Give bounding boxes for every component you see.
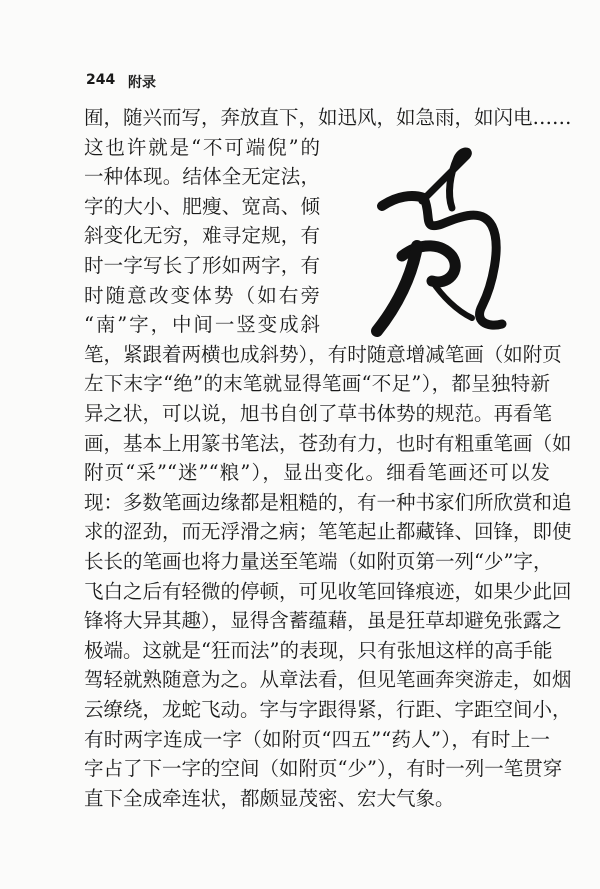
text-line: 驾轻就熟随意为之。从章法看，但见笔画奔突游走，如烟	[84, 668, 572, 692]
text-line: 笔，紧跟着两横也成斜势），有时随意增减笔画（如附页	[84, 342, 562, 366]
text-line: 求的涩劲，而无浮滑之病；笔笔起止都藏锋、回锋，即使	[84, 520, 572, 544]
text-line: 云缭绕，龙蛇飞动。字与字跟得紧，行距、字距空间小，	[84, 698, 572, 721]
text-line: 极端。这就是“狂而法”的表现，只有张旭这样的高手能	[84, 638, 553, 662]
text-line: 现：多数笔画边缘都是粗糙的，有一种书家们所欣赏和追	[84, 490, 572, 514]
text-line: 左下末字“绝”的末笔就显得笔画“不足”），都呈独特新	[84, 372, 550, 396]
text-line: 直下全成牵连状，都颇显茂密、宏大气象。	[84, 786, 455, 810]
text-line: 附页“采”“迷”“粮”），显出变化。细看笔画还可以发	[84, 461, 550, 485]
text-line: 一种体现。结体全无定法，	[84, 165, 320, 189]
text-line: 囿，随兴而写，奔放直下，如迅风，如急雨，如闪电……	[84, 106, 572, 129]
calligraphy-nan-figure	[362, 146, 522, 346]
text-line: 长长的笔画也将力量送至笔端（如附页第一列“少”字，	[84, 550, 553, 573]
text-line: 飞白之后有轻微的停顿，可见收笔回锋痕迹，如果少此回	[84, 579, 572, 603]
text-line: 字的大小、肥瘦、宽高、倾	[84, 194, 320, 218]
text-line: 画，基本上用篆书笔法，苍劲有力，也时有粗重笔画（如	[84, 431, 572, 455]
section-title: 附录	[128, 75, 156, 91]
text-line: 这也许就是“不可端倪”的	[84, 135, 320, 159]
text-line: 异之状，可以说，旭书自创了草书体势的规范。再看笔	[84, 402, 553, 425]
text-line: 有时两字连成一字（如附页“四五”“药人”），有时上一	[84, 727, 550, 751]
text-line: 时一字写长了形如两字，有	[84, 254, 320, 277]
page-number: 244	[86, 72, 116, 88]
text-line: “南”字，中间一竖变成斜	[84, 313, 320, 337]
text-line: 字占了下一字的空间（如附页“少”），有时一列一笔贯穿	[84, 757, 563, 781]
text-line: 锋将大异其趣），显得含蓄蕴藉，虽是狂草却避免张露之	[84, 609, 562, 633]
text-line: 时随意改变体势（如右旁	[84, 283, 320, 307]
text-line: 斜变化无穷，难寻定规，有	[84, 224, 320, 248]
